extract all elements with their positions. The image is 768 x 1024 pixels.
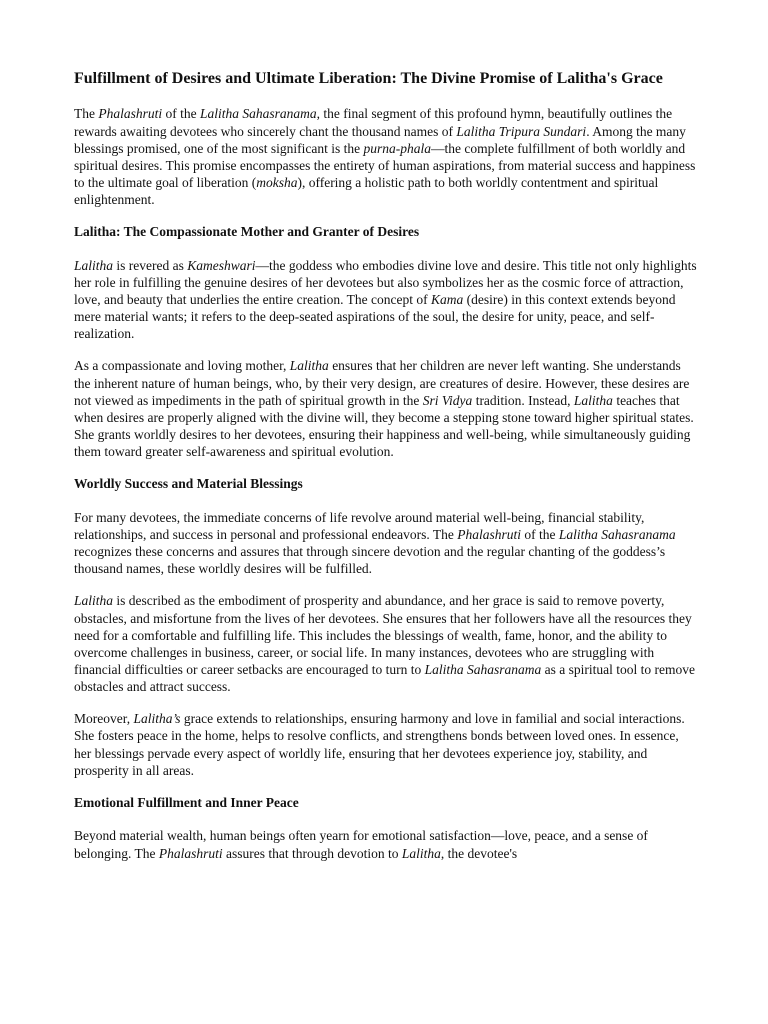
- body-paragraph: [74, 357, 698, 460]
- body-paragraph: [74, 509, 698, 578]
- text-run: (desire) in this context extends beyond mere material wants; it refers to the deep-seated aspirations of the soul, the desire for unity, peace, and self-realization.: [74, 292, 676, 342]
- text-run: is revered as: [113, 257, 188, 273]
- body-paragraph: [74, 710, 698, 779]
- text-run: tradition. Instead,: [472, 392, 574, 408]
- text-run: As a compassionate and loving mother,: [74, 358, 290, 374]
- text-run: grace extends to relationships, ensuring harmony and love in familial and social interactions. She fosters peace in the home, helps to resolve conflicts, and strengthens bonds between loved ones. In essence, her blessings pervade every aspect of worldly life, ensuring that her devotees experience joy, stability, and prosperity in all areas.: [74, 711, 685, 778]
- text-run: Beyond material wealth, human beings often yearn for emotional satisfaction—love, peace, and a sense of belonging. The: [74, 828, 648, 861]
- text-run: , the final segment of this profound hymn, beautifully outlines the rewards awaiting devotees who sincerely chant the thousand names of: [74, 106, 673, 139]
- body-paragraph: [74, 592, 698, 695]
- text-run: as a spiritual tool to remove obstacles and attract success.: [74, 662, 695, 695]
- text-run: The: [74, 106, 99, 122]
- emphasis-run: purna-phala: [363, 140, 431, 156]
- emphasis-run: Lalitha Tripura Sundari: [456, 123, 587, 139]
- text-run: ), offering a holistic path to both worldly contentment and spiritual enlightenment.: [74, 174, 659, 208]
- emphasis-run: Lalitha: [401, 845, 441, 861]
- emphasis-run: Lalitha: [289, 358, 329, 374]
- text-run: —the complete fulfillment of both worldly and spiritual desires. This promise encompasses the entirety of human aspirations, from material success and happiness to the ultimate goal of liberation (: [74, 140, 696, 190]
- emphasis-run: Lalitha Sahasranama: [424, 662, 542, 677]
- section-heading: Lalitha: The Compassionate Mother and Granter of Desires: [74, 224, 420, 240]
- emphasis-run: Lalitha: [74, 593, 114, 609]
- emphasis-run: moksha: [256, 174, 298, 190]
- document-page: [74, 68, 698, 877]
- text-run: ensures that her children are never left wanting. She understands the inherent nature of human beings, who, by their very design, are creatures of desire. However, these desires are not viewed as impediments in the path of spiritual growth in the: [74, 358, 690, 408]
- text-run: , the devotee's: [440, 845, 518, 861]
- text-run: of the: [521, 527, 559, 543]
- text-run: assures that through devotion to: [222, 845, 402, 861]
- text-run: teaches that when desires are properly aligned with the divine will, they become a stepping stone toward higher spiritual states. She grants worldly desires to her devotees, ensuring their happiness and well-being, while simultaneously guiding them toward greater self-awareness and spiritual evolution.: [74, 392, 694, 460]
- body-paragraph: [74, 827, 698, 861]
- emphasis-run: Kameshwari: [187, 257, 256, 273]
- text-run: Moreover,: [74, 711, 134, 727]
- emphasis-run: Phalashruti: [457, 527, 522, 543]
- emphasis-run: Lalitha Sahasranama: [200, 106, 317, 122]
- emphasis-run: Kama: [431, 292, 464, 308]
- intro-paragraph: [74, 105, 698, 208]
- text-run: . Among the many blessings promised, one of the most significant is the: [74, 123, 686, 156]
- emphasis-run: Lalitha: [74, 257, 114, 273]
- section-heading: Worldly Success and Material Blessings: [74, 476, 303, 492]
- emphasis-run: Lalitha: [573, 392, 613, 408]
- text-run: For many devotees, the immediate concerns of life revolve around material well-being, financial stability, relationships, and success in personal and professional endeavors. The: [74, 509, 645, 543]
- emphasis-run: Lalitha Sahasranama: [558, 527, 676, 543]
- body-paragraph: [74, 257, 698, 343]
- emphasis-run: Phalashruti: [98, 106, 163, 122]
- text-run: of the: [162, 106, 201, 122]
- text-run: recognizes these concerns and assures that through sincere devotion and the regular chanting of the goddess’s thousand names, these worldly desires will be fulfilled.: [74, 544, 666, 577]
- text-run: is described as the embodiment of prosperity and abundance, and her grace is said to remove poverty, obstacles, and misfortune from the lives of her devotees. She ensures that her followers have all the resources they need for a comfortable and fulfilling life. This includes the blessings of wealth, fame, honor, and the ability to overcome challenges in business, career, or social life. In many instances, devotees who are struggling with financial difficulties or career setbacks are encouraged to turn to: [74, 593, 692, 677]
- emphasis-run: Phalashruti: [158, 845, 223, 861]
- document-title: Fulfillment of Desires and Ultimate Liberation: The Divine Promise of Lalitha's Grace: [74, 70, 663, 87]
- section-heading: Emotional Fulfillment and Inner Peace: [74, 794, 299, 810]
- emphasis-run: Sri Vidya: [422, 392, 473, 408]
- text-run: —the goddess who embodies divine love and desire. This title not only highlights her role in fulfilling the genuine desires of her devotees but also symbolizes her as the cosmic force of attraction, love, and beauty that underlies the entire creation. The concept of: [74, 257, 697, 308]
- emphasis-run: Lalitha’s: [133, 711, 181, 727]
